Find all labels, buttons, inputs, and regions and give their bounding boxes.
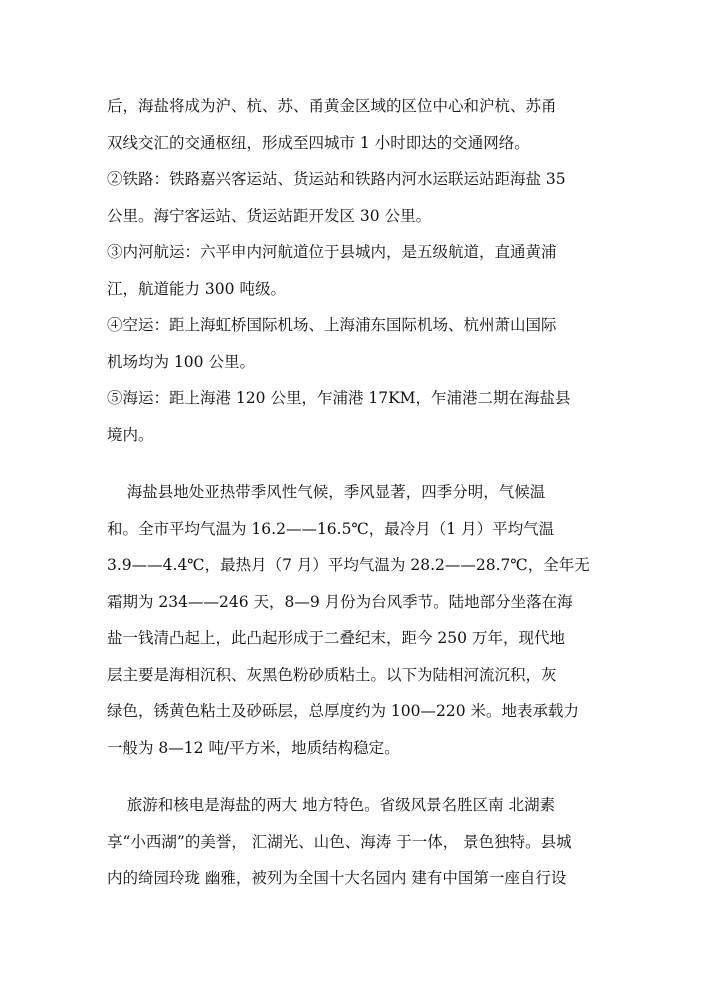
text-line: 一般为 8—12 吨/平方米，地质结构稳定。 — [107, 738, 400, 757]
text-line: 层主要是海相沉积、灰黑色粉砂质粘土。以下为陆相河流沉积，灰 — [107, 665, 557, 684]
text-line: 公里。海宁客运站、货运站距开发区 30 公里。 — [107, 206, 432, 225]
paragraph-climate-geology — [107, 474, 602, 766]
paragraph-gap — [107, 453, 602, 474]
paragraph-air-transport — [107, 307, 602, 380]
paragraph-transport-summary — [107, 88, 602, 161]
text-line: ④空运：距上海虹桥国际机场、上海浦东国际机场、杭州萧山国际 — [107, 316, 557, 334]
text-line: 内的绮园玲珑 幽雅，被列为全国十大名园内 建有中国第一座自行设 — [107, 869, 567, 887]
paragraph-gap — [107, 766, 602, 787]
text-line: 江，航道能力 300 吨级。 — [107, 279, 286, 298]
text-line: ⑤海运：距上海港 120 公里，乍浦港 17KM，乍浦港二期在海盐县 — [107, 389, 571, 407]
text-line: 后，海盐将成为沪、杭、苏、甬黄金区域的区位中心和沪杭、苏甬 — [107, 97, 557, 115]
text-line: 霜期为 234——246 天，8—9 月份为台风季节。陆地部分坐落在海 — [107, 592, 573, 611]
text-line: 绿色，锈黄色粘土及砂砾层，总厚度约为 100—220 米。地表承载力 — [107, 702, 580, 720]
text-line: 海盐县地处亚热带季风性气候，季风显著，四季分明，气候温 — [107, 483, 546, 501]
text-line: 境内。 — [107, 425, 154, 444]
text-line: 3.9——4.4℃，最热月（7 月）平均气温为 28.2——28.7℃，全年无 — [107, 556, 590, 574]
text-line: 机场均为 100 公里。 — [107, 352, 255, 371]
text-line: ③内河航运：六平申内河航道位于县城内，是五级航道，直通黄浦 — [107, 243, 557, 261]
document-body — [107, 88, 602, 897]
text-line: 享“小西湖”的美誉， 汇湖光、山色、海涛 于一体， 景色独特。县城 — [107, 832, 572, 851]
paragraph-inland-waterway — [107, 234, 602, 307]
paragraph-sea-transport — [107, 380, 602, 453]
text-line: ②铁路：铁路嘉兴客运站、货运站和铁路内河水运联运站距海盐 35 — [107, 170, 566, 188]
text-line: 盐一钱清凸起上，此凸起形成于二叠纪末，距今 250 万年，现代地 — [107, 629, 565, 647]
text-line: 双线交汇的交通枢纽，形成至四城市 1 小时即达的交通网络。 — [107, 133, 530, 152]
text-line: 旅游和核电是海盐的两大 地方特色。省级风景名胜区南 北湖素 — [107, 796, 556, 814]
paragraph-railway — [107, 161, 602, 234]
paragraph-tourism — [107, 787, 602, 897]
text-line: 和。全市平均气温为 16.2——16.5℃，最冷月（1 月）平均气温 — [107, 519, 555, 538]
